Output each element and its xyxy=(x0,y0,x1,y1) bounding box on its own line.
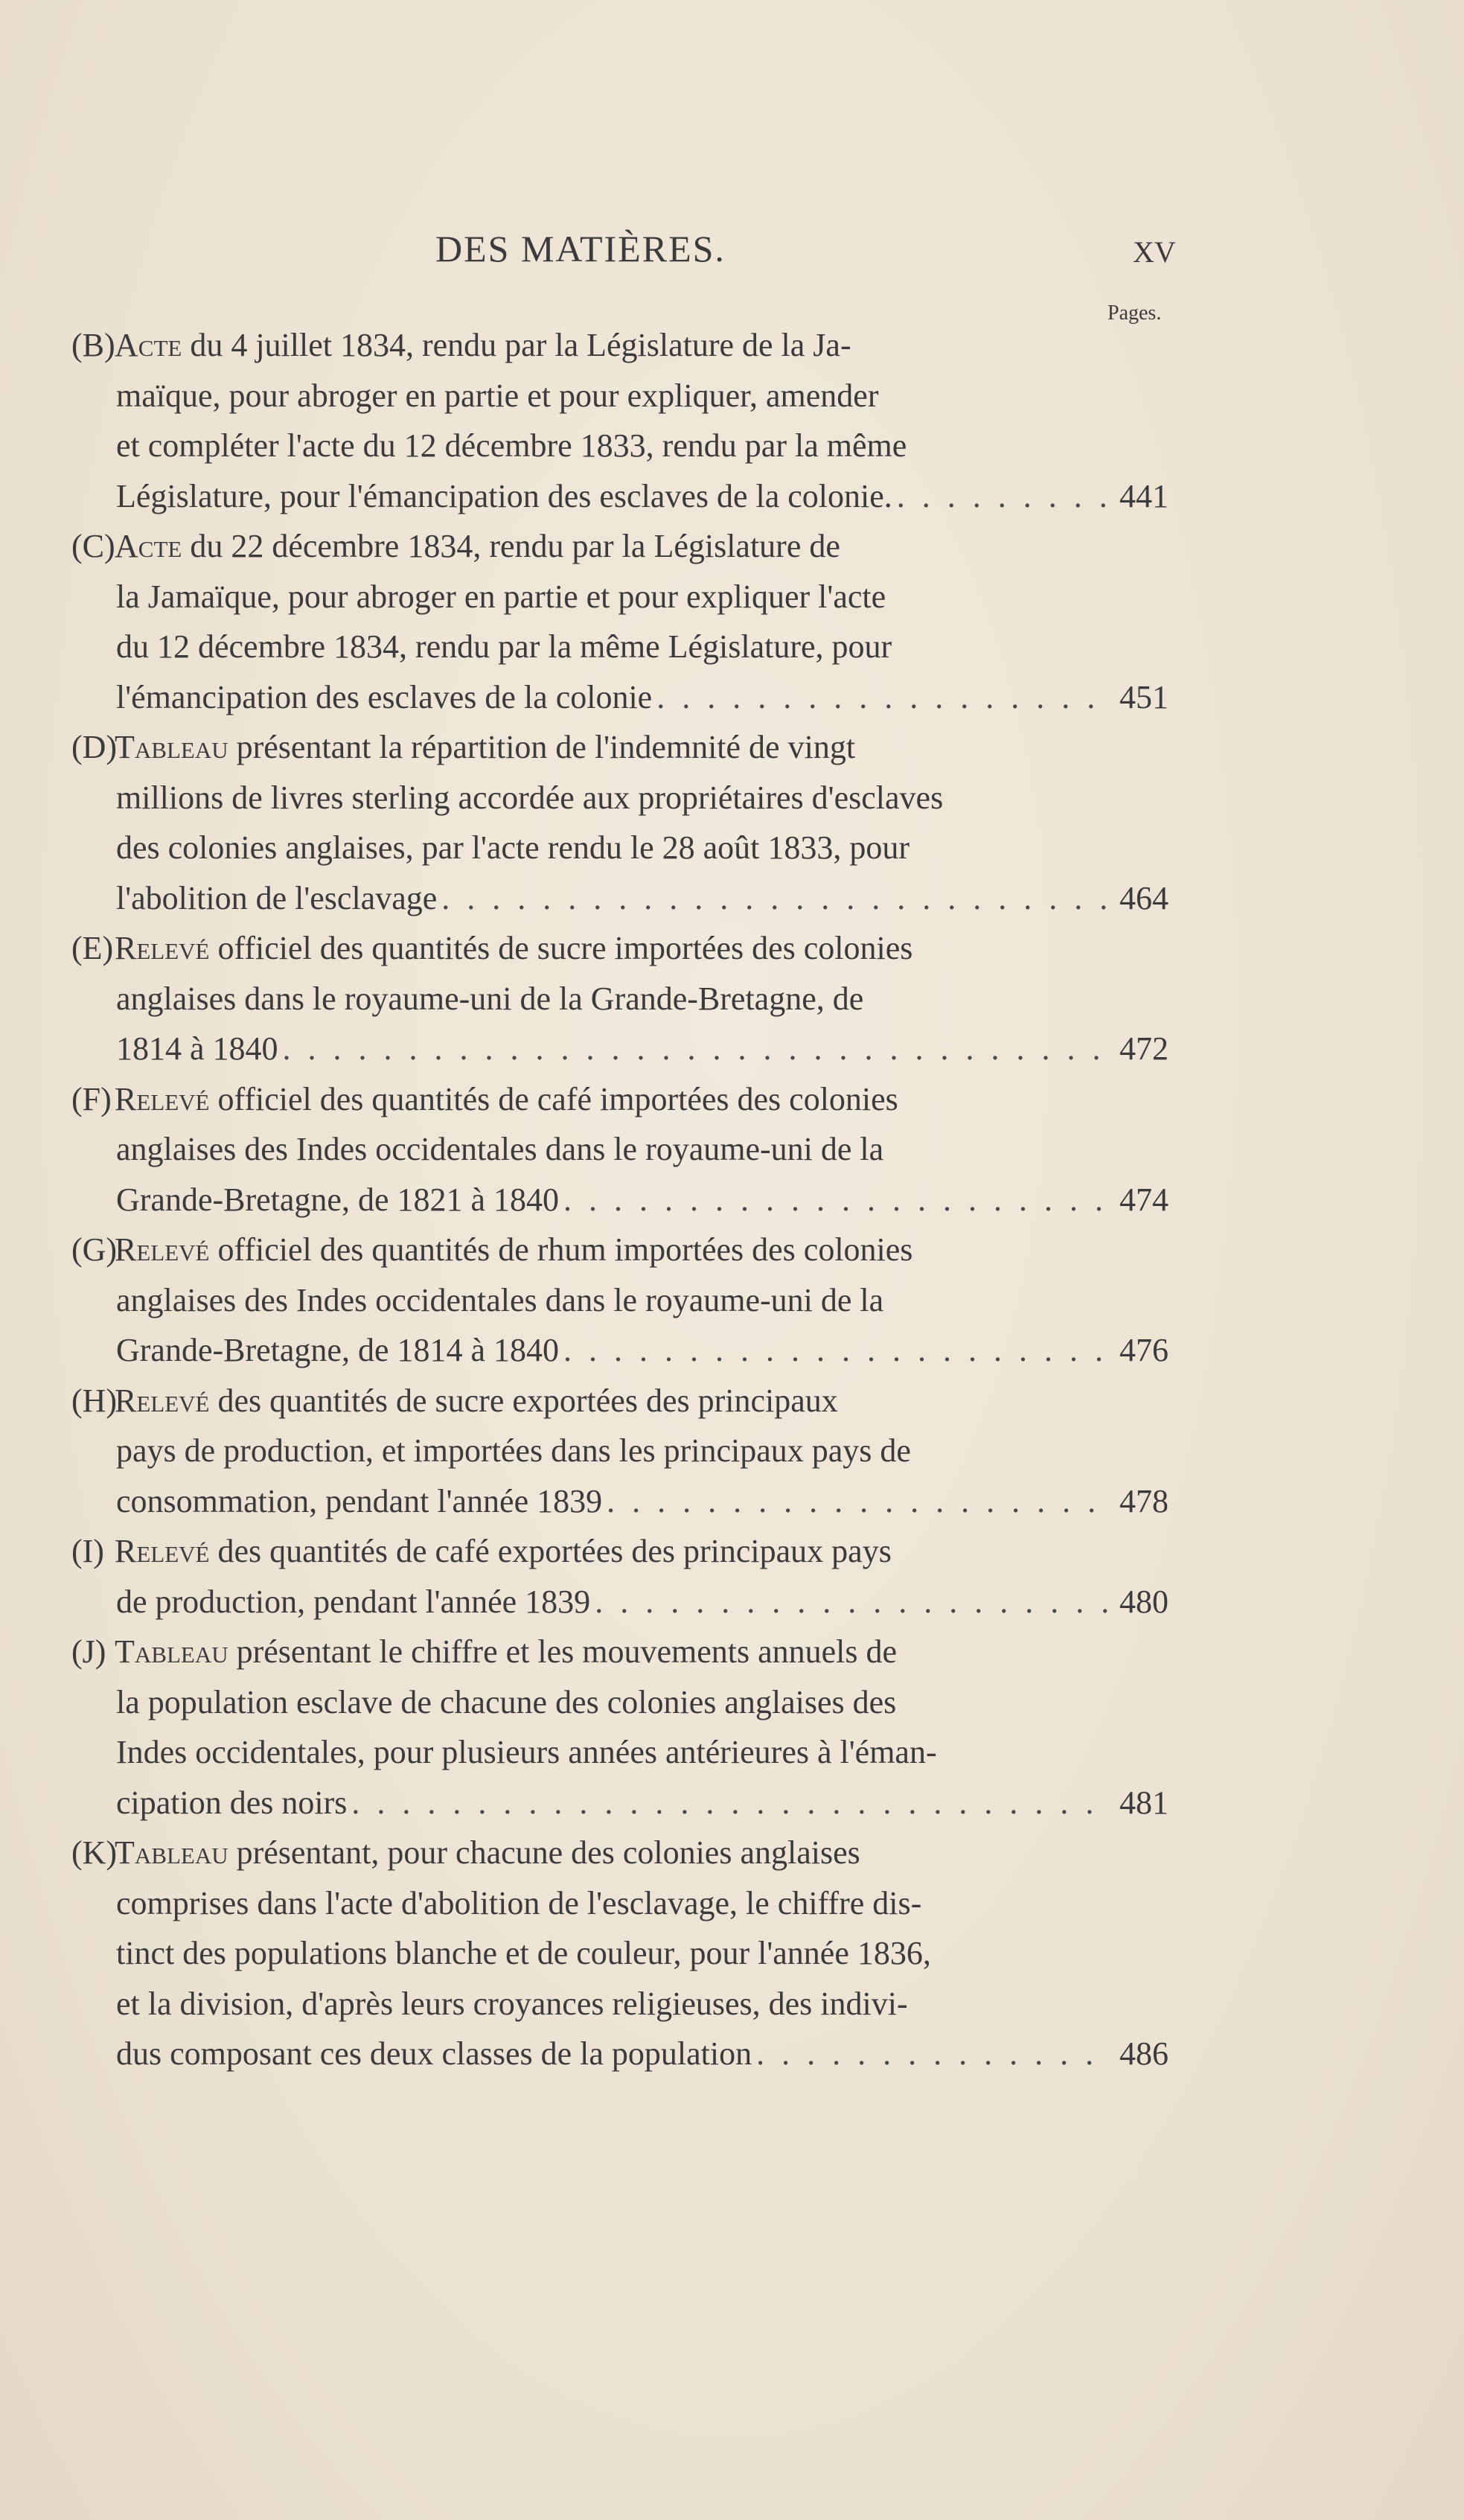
toc-entry xyxy=(71,722,1188,923)
toc-entry-line-text: l'émancipation des esclaves de la colonie xyxy=(116,678,653,715)
toc-entry-page: 441 xyxy=(1119,477,1169,514)
toc-entry-line-text: la population esclave de chacune des colonies anglaises des xyxy=(116,1683,897,1720)
toc-entry-text xyxy=(116,823,910,873)
toc-entry-text xyxy=(71,1074,898,1125)
toc-entry-line-text: et la division, d'après leurs croyances religieuses, des indivi- xyxy=(116,1985,908,2022)
toc-entry xyxy=(71,1627,1188,1828)
toc-entry-text xyxy=(116,371,878,421)
dot-leader xyxy=(563,1175,1109,1225)
toc-entry xyxy=(71,1526,1188,1627)
toc-entry-line xyxy=(71,1727,1188,1778)
toc-entry-line xyxy=(71,471,1188,522)
toc-entry-line-text: dus composant ces deux classes de la population xyxy=(116,2035,752,2072)
toc-entry-text xyxy=(116,1325,559,1376)
toc-entry-line-text: Législature, pour l'émancipation des esclaves de la colonie. xyxy=(116,477,892,514)
toc-entry-line xyxy=(71,1878,1188,1929)
toc-entry-line-text: de production, pendant l'année 1839 xyxy=(116,1583,591,1620)
toc-entry-line xyxy=(71,1476,1188,1527)
toc-entry-text xyxy=(116,1426,911,1476)
toc-entry-line xyxy=(71,1778,1188,1828)
toc-entry-line-text: Grande-Bretagne, de 1821 à 1840 xyxy=(116,1181,560,1218)
toc-entry-label: (J) xyxy=(71,1633,106,1670)
toc-entry-text xyxy=(116,1677,896,1728)
dot-leader xyxy=(607,1476,1109,1527)
toc-entry-text xyxy=(116,421,907,471)
toc-entry-page: 474 xyxy=(1119,1181,1169,1218)
toc-entry-line-text: des quantités de café exportées des principaux pays xyxy=(217,1533,892,1569)
toc-entry-text xyxy=(71,722,855,773)
dot-leader xyxy=(351,1778,1109,1828)
folio-page-number: XV xyxy=(1133,235,1176,269)
toc-entry-line xyxy=(71,1677,1188,1728)
toc-entry-line-text: présentant la répartition de l'indemnité de vingt xyxy=(236,729,856,765)
toc-entry-page: 486 xyxy=(1119,2035,1169,2072)
toc-entry-line xyxy=(71,622,1188,672)
toc-entry-line xyxy=(71,1175,1188,1225)
toc-entry-text xyxy=(116,622,892,672)
toc-entry-line xyxy=(71,1928,1188,1979)
toc-entry xyxy=(71,1828,1188,2079)
toc-entry-text xyxy=(116,1275,883,1326)
toc-entry-label: (E) xyxy=(71,930,114,966)
toc-entry-page: 476 xyxy=(1119,1332,1169,1368)
toc-entry-line-text: du 12 décembre 1834, rendu par la même Législature, pour xyxy=(116,628,892,665)
toc-entry-line-text: pays de production, et importées dans les principaux pays de xyxy=(116,1432,911,1469)
toc-entry-keyword: Relevé xyxy=(115,1080,210,1117)
toc-entry-line-text: officiel des quantités de sucre importées des colonies xyxy=(217,930,913,966)
toc-entry xyxy=(71,521,1188,722)
toc-entry-line xyxy=(71,1627,1188,1677)
toc-entry-text xyxy=(71,521,840,572)
toc-entry-line xyxy=(71,773,1188,823)
toc-entry-line-text: des quantités de sucre exportées des principaux xyxy=(217,1382,838,1419)
toc-entry-text xyxy=(71,1376,838,1426)
toc-entry-line xyxy=(71,1979,1188,2029)
toc-entry-line-text: officiel des quantités de café importées des colonies xyxy=(217,1080,898,1117)
toc-entry-text xyxy=(116,1878,921,1929)
toc-entry-line xyxy=(71,722,1188,773)
toc-entry-text xyxy=(116,1979,908,2029)
toc-entry-line xyxy=(71,1275,1188,1326)
toc-entry-text xyxy=(116,873,437,924)
toc-entry-line-text: présentant le chiffre et les mouvements annuels de xyxy=(236,1633,898,1670)
toc-entry-text xyxy=(116,1124,883,1175)
toc-entry-text xyxy=(116,1928,931,1979)
toc-entry-keyword: Tableau xyxy=(115,729,228,765)
toc-entry-line xyxy=(71,1577,1188,1627)
toc-entry-line-text: comprises dans l'acte d'abolition de l'esclavage, le chiffre dis- xyxy=(116,1884,922,1921)
toc-entry xyxy=(71,320,1188,521)
toc-entry-line-text: l'abolition de l'esclavage xyxy=(116,879,438,916)
toc-entry-keyword: Relevé xyxy=(115,1533,210,1569)
toc-entry-label: (C) xyxy=(71,528,115,564)
toc-entry-line xyxy=(71,1225,1188,1275)
toc-entry-line xyxy=(71,823,1188,873)
toc-entry-line xyxy=(71,1024,1188,1074)
toc-entry-text xyxy=(116,1727,937,1778)
running-head xyxy=(0,227,1464,287)
toc-entry-line-text: du 22 décembre 1834, rendu par la Législature de xyxy=(190,528,840,564)
toc-entry-text xyxy=(71,1627,897,1677)
toc-entry-line xyxy=(71,672,1188,723)
toc-entry-label: (H) xyxy=(71,1382,118,1419)
toc-entry-page: 480 xyxy=(1119,1583,1169,1620)
toc-entry-text xyxy=(116,974,863,1024)
toc-entry-line xyxy=(71,1526,1188,1577)
toc-entry-line-text: anglaises des Indes occidentales dans le royaume-uni de la xyxy=(116,1131,884,1167)
toc-entry-page: 481 xyxy=(1119,1784,1169,1821)
toc-entry-text xyxy=(71,320,851,371)
toc-entry-line-text: tinct des populations blanche et de couleur, pour l'année 1836, xyxy=(116,1935,931,1971)
toc-entry-line xyxy=(71,1124,1188,1175)
toc-entry-line-text: consommation, pendant l'année 1839 xyxy=(116,1482,603,1519)
toc-entry-text xyxy=(71,923,912,974)
toc-entry-text xyxy=(116,2029,752,2079)
running-title: DES MATIÈRES. xyxy=(435,228,726,269)
toc-entry-text xyxy=(71,1526,892,1577)
toc-entry-line-text: officiel des quantités de rhum importées des colonies xyxy=(217,1231,913,1268)
toc-entry-line-text: la Jamaïque, pour abroger en partie et pour expliquer l'acte xyxy=(116,578,886,615)
toc-entry-line-text: Grande-Bretagne, de 1814 à 1840 xyxy=(116,1332,560,1368)
toc-entry-label: (K) xyxy=(71,1834,118,1871)
toc-entry-line-text: 1814 à 1840 xyxy=(116,1030,278,1067)
toc-entry-keyword: Relevé xyxy=(115,1382,210,1419)
toc-entry-text xyxy=(116,572,886,622)
toc-entry-line-text: anglaises dans le royaume-uni de la Grande-Bretagne, de xyxy=(116,980,864,1017)
toc-entry-line xyxy=(71,1376,1188,1426)
toc-entry-keyword: Relevé xyxy=(115,930,210,966)
toc-entry-page: 451 xyxy=(1119,678,1169,715)
toc-entry-text xyxy=(116,1577,590,1627)
toc-entry-text xyxy=(71,1225,912,1275)
toc-entry-line-text: du 4 juillet 1834, rendu par la Législature de la Ja- xyxy=(190,327,851,363)
toc-entry-page: 464 xyxy=(1119,879,1169,916)
toc-entry-line-text: Indes occidentales, pour plusieurs années antérieures à l'éman- xyxy=(116,1734,937,1770)
toc-entry xyxy=(71,1376,1188,1527)
toc-entry-line xyxy=(71,974,1188,1024)
toc-entry xyxy=(71,1074,1188,1225)
toc-entry-text xyxy=(116,773,943,823)
table-of-contents xyxy=(71,320,1188,2079)
dot-leader xyxy=(897,471,1109,522)
toc-entry-line-text: maïque, pour abroger en partie et pour expliquer, amender xyxy=(116,377,879,414)
toc-entry-line xyxy=(71,1325,1188,1376)
toc-entry-keyword: Acte xyxy=(115,528,182,564)
toc-entry-text xyxy=(116,1778,347,1828)
toc-entry-keyword: Tableau xyxy=(115,1633,228,1670)
toc-entry-keyword: Acte xyxy=(115,327,182,363)
toc-entry-line xyxy=(71,873,1188,924)
toc-entry-line xyxy=(71,521,1188,572)
toc-entry xyxy=(71,1225,1188,1376)
toc-entry-text xyxy=(116,471,892,522)
toc-entry-line xyxy=(71,572,1188,622)
toc-entry-line-text: anglaises des Indes occidentales dans le royaume-uni de la xyxy=(116,1281,884,1318)
toc-entry-text xyxy=(116,672,652,723)
toc-entry-label: (G) xyxy=(71,1231,118,1268)
dot-leader xyxy=(656,672,1109,723)
toc-entry-line xyxy=(71,1426,1188,1476)
toc-entry-line xyxy=(71,421,1188,471)
dot-leader xyxy=(756,2029,1109,2079)
toc-entry-text xyxy=(116,1476,602,1527)
toc-entry-line-text: cipation des noirs xyxy=(116,1784,348,1821)
dot-leader xyxy=(283,1024,1109,1074)
toc-entry-line-text: présentant, pour chacune des colonies anglaises xyxy=(236,1834,860,1871)
toc-entry-text xyxy=(116,1175,559,1225)
dot-leader xyxy=(563,1325,1109,1376)
toc-entry xyxy=(71,923,1188,1074)
toc-entry-line xyxy=(71,2029,1188,2079)
toc-entry-line xyxy=(71,1074,1188,1125)
toc-entry-text xyxy=(116,1024,278,1074)
toc-entry-line xyxy=(71,371,1188,421)
toc-entry-label: (B) xyxy=(71,327,115,363)
toc-entry-line-text: et compléter l'acte du 12 décembre 1833, rendu par la même xyxy=(116,427,907,464)
toc-entry-line xyxy=(71,320,1188,371)
toc-entry-keyword: Relevé xyxy=(115,1231,210,1268)
toc-entry-page: 478 xyxy=(1119,1482,1169,1519)
toc-entry-label: (I) xyxy=(71,1533,104,1569)
toc-entry-line-text: des colonies anglaises, par l'acte rendu le 28 août 1833, pour xyxy=(116,829,910,866)
toc-entry-keyword: Tableau xyxy=(115,1834,228,1871)
dot-leader xyxy=(441,873,1109,924)
toc-entry-text xyxy=(71,1828,860,1878)
toc-entry-page: 472 xyxy=(1119,1030,1169,1067)
toc-entry-label: (F) xyxy=(71,1080,112,1117)
pages-column-label: Pages. xyxy=(1107,302,1162,325)
toc-entry-label: (D) xyxy=(71,729,118,765)
toc-entry-line-text: millions de livres sterling accordée aux propriétaires d'esclaves xyxy=(116,779,944,816)
toc-entry-line xyxy=(71,1828,1188,1878)
toc-entry-line xyxy=(71,923,1188,974)
dot-leader xyxy=(595,1577,1109,1627)
